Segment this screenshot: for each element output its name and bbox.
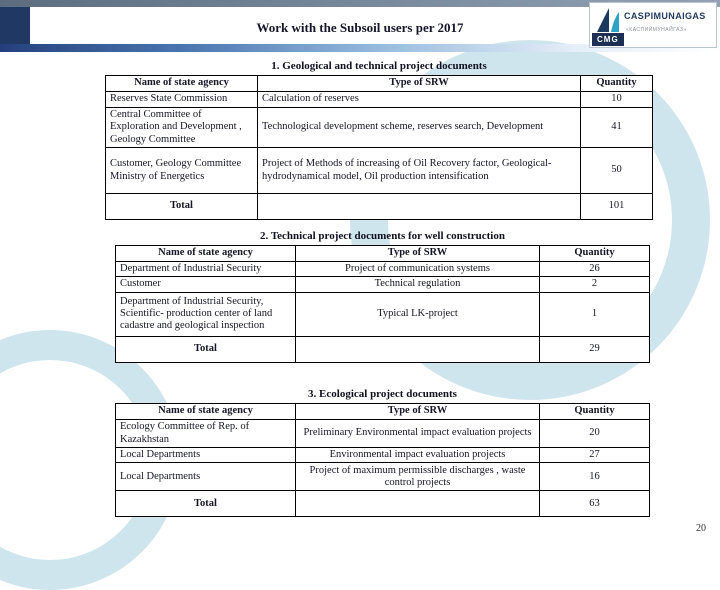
column-header-agency: Name of state agency [116, 404, 296, 420]
total-qty-cell: 63 [540, 491, 650, 517]
srw-cell: Calculation of reserves [258, 92, 581, 108]
srw-cell: Environmental impact evaluation projects [296, 448, 540, 463]
srw-cell: Project of maximum permissible discharges , waste control projects [296, 463, 540, 491]
srw-cell: Technical regulation [296, 277, 540, 292]
agency-cell: Central Committee of Exploration and Development , Geology Committee [106, 108, 258, 148]
agency-cell: Reserves State Commission [106, 92, 258, 108]
table-row [106, 108, 653, 148]
srw-cell: Typical LK-project [296, 292, 540, 336]
column-header-srw: Type of SRW [296, 246, 540, 262]
table-row [116, 292, 650, 336]
table-row [116, 420, 650, 448]
total-qty-cell: 101 [581, 194, 653, 220]
table-header-row [116, 246, 650, 262]
table1-caption: 1. Geological and technical project documents [271, 60, 487, 72]
table3-caption: 3. Ecological project documents [308, 388, 457, 400]
table-row [106, 148, 653, 194]
page-number: 20 [696, 523, 706, 534]
column-header-srw: Type of SRW [258, 76, 581, 92]
total-label-cell: Total [116, 336, 296, 362]
table-header-row [106, 76, 653, 92]
agency-cell: Department of Industrial Security, Scientific- production center of land cadastre and geological inspection [116, 292, 296, 336]
qty-cell: 1 [540, 292, 650, 336]
table-row [116, 463, 650, 491]
table-header-row [116, 404, 650, 420]
table-row [116, 262, 650, 277]
well-construction-table [115, 245, 650, 363]
srw-cell: Technological development scheme, reserves search, Development [258, 108, 581, 148]
total-empty-cell [296, 336, 540, 362]
logo-cmg-badge: CMG [592, 33, 624, 46]
column-header-quantity: Quantity [540, 246, 650, 262]
qty-cell: 20 [540, 420, 650, 448]
logo-brand-text: CASPIMUNAIGAS [624, 11, 706, 21]
table-row [116, 448, 650, 463]
table-row [106, 92, 653, 108]
qty-cell: 50 [581, 148, 653, 194]
total-label-cell: Total [106, 194, 258, 220]
column-header-srw: Type of SRW [296, 404, 540, 420]
qty-cell: 10 [581, 92, 653, 108]
column-header-agency: Name of state agency [106, 76, 258, 92]
company-logo [589, 2, 717, 48]
agency-cell: Customer [116, 277, 296, 292]
section-well-construction-documents [115, 230, 650, 363]
agency-cell: Local Departments [116, 463, 296, 491]
total-empty-cell [258, 194, 581, 220]
qty-cell: 16 [540, 463, 650, 491]
column-header-quantity: Quantity [540, 404, 650, 420]
table2-caption: 2. Technical project documents for well construction [260, 230, 505, 242]
column-header-agency: Name of state agency [116, 246, 296, 262]
agency-cell: Ecology Committee of Rep. of Kazakhstan [116, 420, 296, 448]
srw-cell: Preliminary Environmental impact evaluation projects [296, 420, 540, 448]
total-empty-cell [296, 491, 540, 517]
section-geological-documents [105, 60, 653, 220]
total-row [116, 336, 650, 362]
geological-documents-table [105, 75, 653, 220]
ecological-documents-table [115, 403, 650, 517]
qty-cell: 41 [581, 108, 653, 148]
page-title: Work with the Subsoil users per 2017 [256, 20, 464, 35]
agency-cell: Department of Industrial Security [116, 262, 296, 277]
total-row [116, 491, 650, 517]
qty-cell: 27 [540, 448, 650, 463]
table-row [116, 277, 650, 292]
agency-cell: Local Departments [116, 448, 296, 463]
srw-cell: Project of Methods of increasing of Oil Recovery factor, Geological-hydrodynamical model, Oil production intensification [258, 148, 581, 194]
total-label-cell: Total [116, 491, 296, 517]
total-qty-cell: 29 [540, 336, 650, 362]
total-row [106, 194, 653, 220]
section-ecological-documents [115, 388, 650, 517]
column-header-quantity: Quantity [581, 76, 653, 92]
logo-subtitle-text: «КАСПИЙМУНАЙГАЗ» [626, 27, 687, 33]
qty-cell: 2 [540, 277, 650, 292]
qty-cell: 26 [540, 262, 650, 277]
srw-cell: Project of communication systems [296, 262, 540, 277]
agency-cell: Customer, Geology Committee Ministry of Energetics [106, 148, 258, 194]
